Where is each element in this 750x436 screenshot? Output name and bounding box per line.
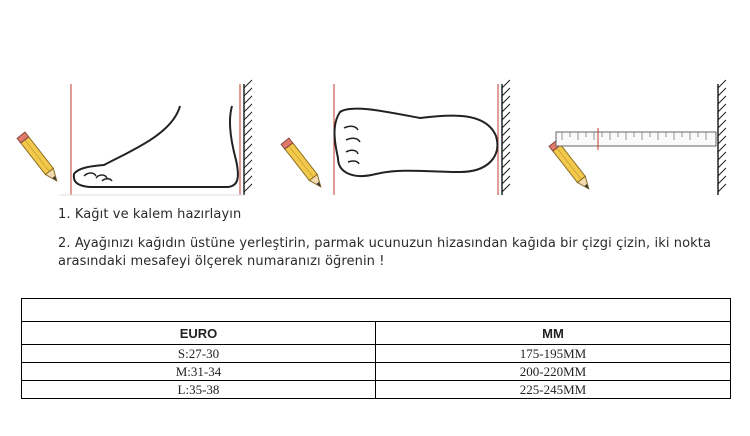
- foot-top-icon: [335, 109, 498, 176]
- header-euro: EURO: [22, 322, 376, 345]
- measurement-illustrations: [0, 0, 750, 200]
- instruction-step-1: 1. Kağıt ve kalem hazırlayın: [58, 207, 242, 222]
- table-row: [22, 363, 731, 381]
- size-table-caption: [22, 299, 731, 322]
- foot-side-icon: [74, 106, 238, 187]
- size-table: [21, 298, 731, 399]
- table-row: [22, 381, 731, 399]
- euro-cell: L:35-38: [22, 381, 376, 399]
- panel-ruler: [549, 80, 726, 195]
- table-row: [22, 345, 731, 363]
- pencil-icon: [17, 132, 61, 184]
- mm-cell: 225-245MM: [376, 381, 731, 399]
- pencil-icon: [281, 138, 325, 190]
- euro-cell: M:31-34: [22, 363, 376, 381]
- panel-side-view: [17, 80, 252, 195]
- header-mm: MM: [376, 322, 731, 345]
- mm-cell: 200-220MM: [376, 363, 731, 381]
- size-table-caption-row: [22, 299, 731, 322]
- instruction-step-2: 2. Ayağınızı kağıdın üstüne yerleştirin, parmak ucunuzun hizasından kağıda bir çizgi çizin, iki nokta arasındaki mesafeyi ölçerek numaranızı öğrenin !: [58, 236, 712, 269]
- pencil-icon: [549, 140, 593, 192]
- ruler-icon: [556, 132, 716, 146]
- mm-cell: 175-195MM: [376, 345, 731, 363]
- panel-top-view: [281, 80, 510, 195]
- size-table-header-row: [22, 322, 731, 345]
- euro-cell: S:27-30: [22, 345, 376, 363]
